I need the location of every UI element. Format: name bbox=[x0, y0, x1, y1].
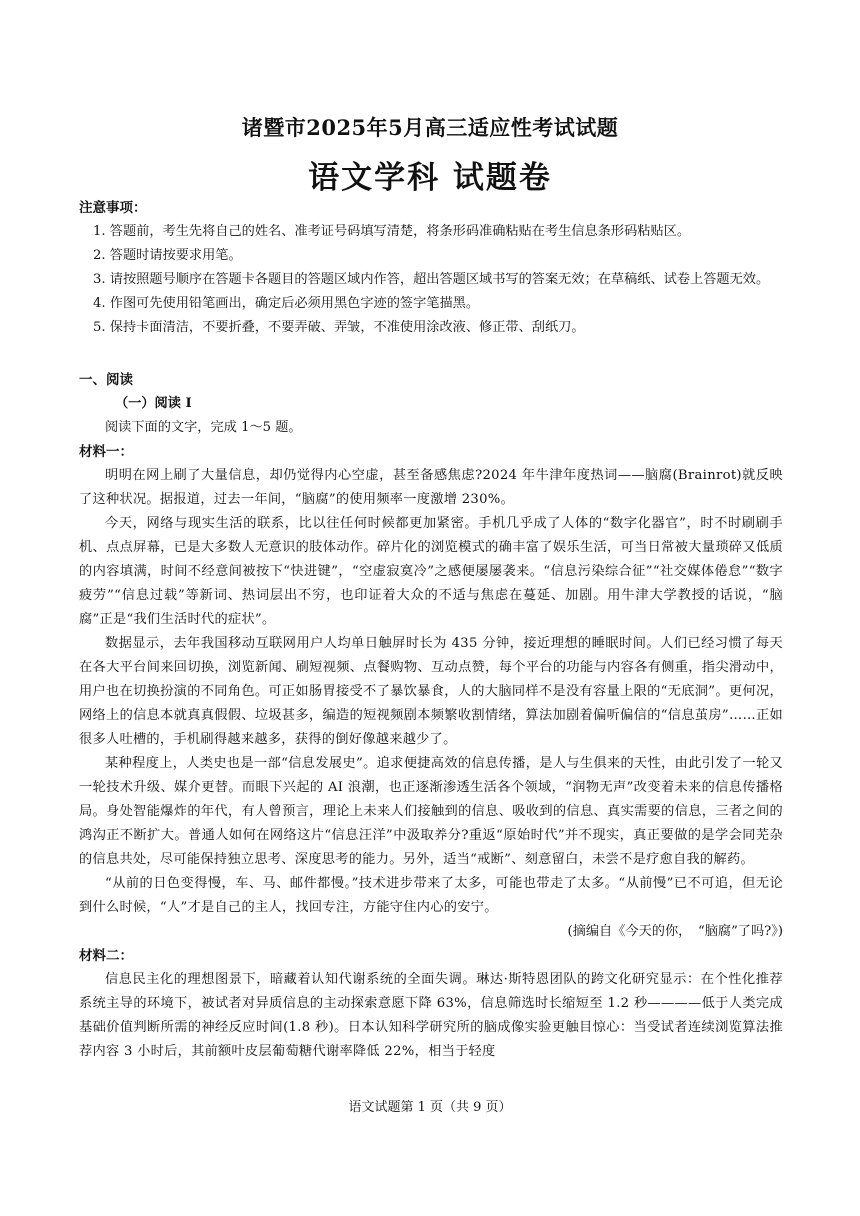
notice-item: 4. 作图可先使用铅笔画出，确定后必须用黑色字迹的签字笔描黑。 bbox=[93, 296, 480, 311]
page-footer: 语文试题第 1 页（共 9 页） bbox=[348, 1100, 512, 1115]
exam-title: 诸暨市2025年5月高三适应性考试试题 bbox=[241, 115, 619, 140]
section-instruction: 阅读下面的文字，完成 1～5 题。 bbox=[105, 420, 302, 435]
material2-paragraph: 信息民主化的理想图景下，暗藏着认知代谢系统的全面失调。琳达·斯特恩团队的跨文化研究显示：在个性化推荐系统主导的环境下，被试者对异质信息的主动探索意愿下降 63%，信息筛选时长缩短至 1.2 秒————低于人类完成基础价值判断所需的神经反应时间(1.8 秒)。日本认知科学研究所的脑成像实验更触目惊心：当受试者连续浏览算法推荐内容 3 小时后，其前额叶皮层葡萄糖代谢率降低 22%，相当于轻度 bbox=[79, 972, 783, 1059]
material1-paragraph: 某种程度上，人类史也是一部“信息发展史”。追求便捷高效的信息传播，是人与生俱来的天性，由此引发了一轮又一轮技术升级、媒介更替。而眼下兴起的 AI 浪潮，也正逐渐渗透生活各个领域，“润物无声”改变着未来的信息传播格局。身处智能爆炸的年代，有人曾预言，理论上未来人们接触到的信息、吸收到的信息、真实需要的信息，三者之间的鸿沟正不断扩大。普通人如何在网络这片“信息汪洋”中汲取养分?重返“原始时代”并不现实，真正要做的是学会同芜杂的信息共处，尽可能保持独立思考、深度思考的能力。另外，适当“戒断”、刻意留白，未尝不是疗愈自我的解药。 bbox=[79, 756, 783, 867]
notice-section bbox=[79, 196, 783, 340]
section-heading: 一、阅读 bbox=[79, 372, 133, 388]
material1-paragraph: 数据显示，去年我国移动互联网用户人均单日触屏时长为 435 分钟，接近理想的睡眠时间。人们已经习惯了每天在各大平台间来回切换，浏览新闻、刷短视频、点餐购物、互动点赞，每个平台的功能与内容各有侧重，指尖滑动中，用户也在切换扮演的不同角色。可正如肠胃接受不了暴饮暴食，人的大脑同样不是没有容量上限的“无底洞”。更何况，网络上的信息本就真真假假、垃圾甚多，编造的短视频剧本频繁收割情绪，算法加剧着偏听偏信的“信息茧房”……正如很多人吐槽的，手机刷得越来越多，获得的倒好像越来越少了。 bbox=[79, 636, 783, 747]
material1-paragraph: 明明在网上刷了大量信息，却仍觉得内心空虚，甚至备感焦虑?2024 年牛津年度热词——脑腐(Brainrot)就反映了这种状况。据报道，过去一年间，“脑腐”的使用频率一度激增 230%。 bbox=[79, 468, 783, 507]
material2-label: 材料二： bbox=[79, 948, 133, 964]
notice-item: 2. 答题时请按要求用笔。 bbox=[93, 248, 242, 263]
material1-source: (摘编自《今天的你， “脑腐”了吗?》) bbox=[567, 924, 783, 939]
notice-item: 3. 请按照题号顺序在答题卡各题目的答题区域内作答，超出答题区域书写的答案无效；在草稿纸、试卷上答题无效。 bbox=[93, 272, 770, 287]
notice-item: 5. 保持卡面清洁，不要折叠，不要弄破、弄皱，不准使用涂改液、修正带、刮纸刀。 bbox=[93, 320, 585, 335]
notice-item: 1. 答题前，考生先将自己的姓名、准考证号码填写清楚，将条形码准确粘贴在考生信息条形码粘贴区。 bbox=[93, 224, 691, 239]
exam-subtitle: 语文学科 试题卷 bbox=[308, 160, 552, 196]
notice-heading: 注意事项： bbox=[79, 200, 147, 216]
material1-paragraph: “从前的日色变得慢，车、马、邮件都慢。”技术进步带来了太多，可能也带走了太多。“从前慢”已不可追，但无论到什么时候，“人”才是自己的主人，找回专注，方能守住内心的安宁。 bbox=[79, 876, 783, 915]
material1-label: 材料一： bbox=[79, 444, 133, 460]
reading-section bbox=[79, 368, 783, 1064]
section-subheading: （一）阅读 I bbox=[115, 396, 192, 411]
material1-paragraph: 今天，网络与现实生活的联系，比以往任何时候都更加紧密。手机几乎成了人体的“数字化器官”，时不时刷刷手机、点点屏幕，已是大多数人无意识的肢体动作。碎片化的浏览模式的确丰富了娱乐生活，可当日常被大量琐碎又低质的内容填满，时间不经意间被按下“快进键”，“空虚寂寞冷”之感便屡屡袭来。“信息污染综合征”“社交媒体倦怠”“数字疲劳”“信息过载”等新词、热词层出不穷，也印证着大众的不适与焦虑在蔓延、加剧。用牛津大学教授的话说，“脑腐”正是“我们生活时代的症状”。 bbox=[79, 516, 783, 627]
